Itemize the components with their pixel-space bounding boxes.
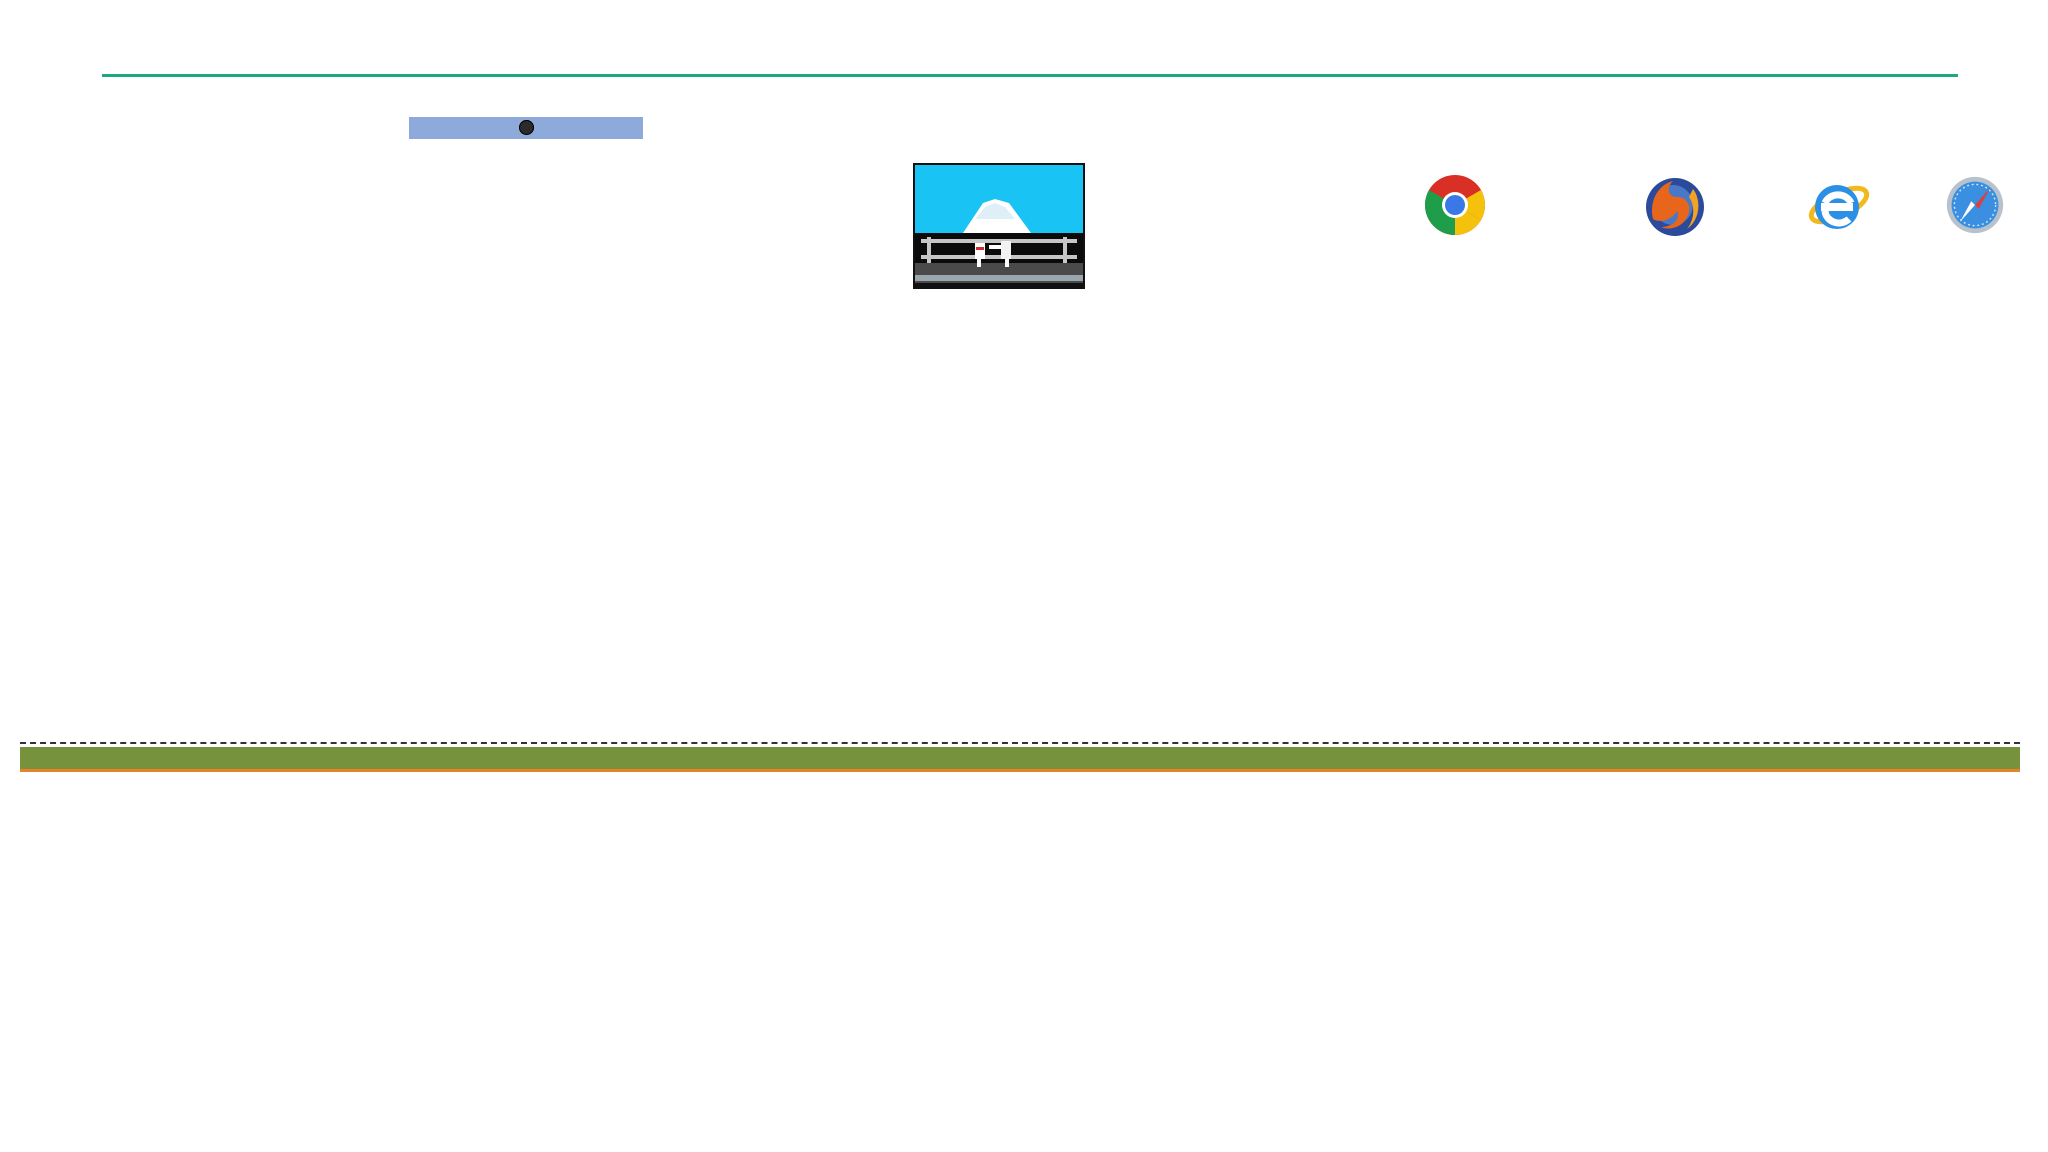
protocols-table <box>20 742 2020 1122</box>
edge-icon <box>1807 173 1871 237</box>
firefox-icon <box>1643 175 1707 239</box>
karateka-game-image <box>913 163 1085 289</box>
safari-icon <box>1945 175 2005 235</box>
product-tree-table <box>20 117 2020 724</box>
title-rule <box>102 74 1958 77</box>
ready-status-dot <box>519 120 534 135</box>
protocols-band <box>20 747 2020 769</box>
protocols-band-underline <box>20 769 2020 772</box>
chrome-icon <box>1423 173 1487 237</box>
